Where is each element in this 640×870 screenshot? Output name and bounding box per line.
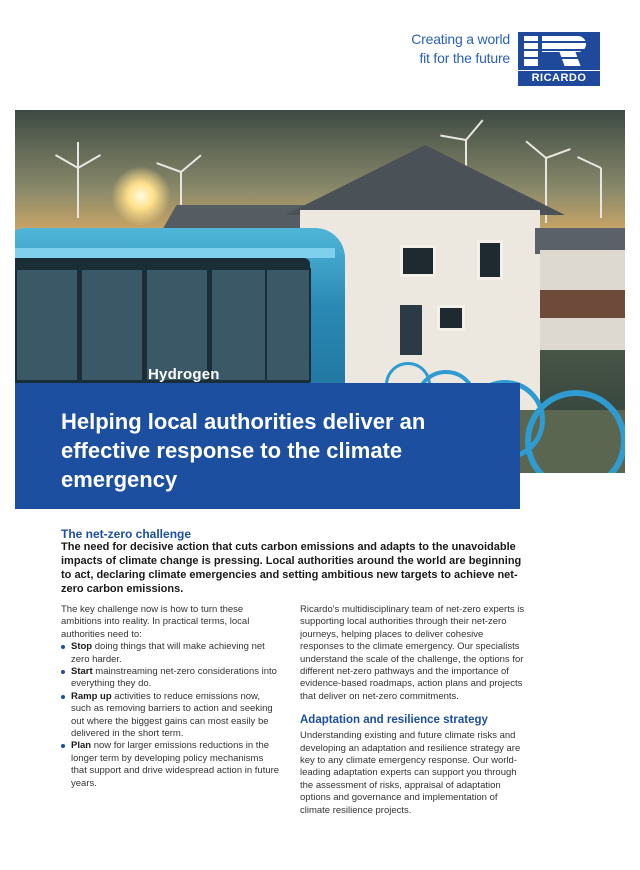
left-intro-paragraph: The key challenge now is how to turn these ambitions into reality. In practical terms, local authorities need to: (61, 604, 250, 640)
house-window (477, 240, 503, 280)
tagline (392, 30, 510, 68)
bullet-icon (61, 744, 65, 748)
bus-hydrogen-label: Hydrogen (148, 366, 220, 383)
list-item: Start mainstreaming net-zero considerations into everything they do. (61, 666, 281, 691)
list-item: Plan now for larger emissions reductions in the longer term by developing policy mechanisms that support and drive widespread action in future years. (61, 740, 281, 790)
action-list (61, 641, 281, 790)
sun-graphic (111, 166, 171, 226)
bullet-icon (61, 695, 65, 699)
ricardo-r-icon (518, 32, 600, 70)
list-item: Stop doing things that will make achieving net zero harder. (61, 641, 281, 666)
ricardo-logo (518, 32, 600, 86)
wind-turbine-icon (77, 168, 79, 218)
right-column (300, 604, 526, 817)
page-title: Helping local authorities deliver an effective response to the climate emergency (61, 409, 426, 492)
bullet-icon (61, 670, 65, 674)
title-banner (15, 383, 520, 509)
adaptation-paragraph: Understanding existing and future climate risks and developing an adaptation and resilience strategy are key to any climate emergency response. Our world-leading adaptation experts can support you through the assessment of risks, appraisal of adaptation options and governance and implementation of climate resilience projects. (300, 730, 521, 816)
tagline-line-2: fit for the future (419, 50, 510, 66)
list-item: Ramp up activities to reduce emissions now, such as removing barriers to action and seeking out where the biggest gains can most easily be delivered in the short term. (61, 691, 281, 741)
house-window (400, 245, 436, 277)
logo-wordmark: RICARDO (518, 71, 600, 86)
intro-lead-paragraph: The need for decisive action that cuts carbon emissions and adapts to the unavoidable impacts of climate change is pressing. Local authorities around the world are beginning to act, declaring climate emergencies and setting ambitious new targets to achieve net-zero carbon emissions. (61, 541, 522, 595)
left-column (61, 604, 281, 790)
right-intro-paragraph: Ricardo's multidisciplinary team of net-zero experts is supporting local authorities through their net-zero journeys, helping places to deliver cohesive responses to the climate emergency. Our specialists understand the scale of the challenge, the options for different net-zero pathways and the importance of evidence-based roadmaps, action plans and projects that deliver on net-zero commitments. (300, 604, 525, 702)
tagline-line-1: Creating a world (411, 31, 510, 47)
house-roof (285, 145, 565, 215)
wind-turbine-icon (600, 168, 602, 218)
section-heading-adaptation: Adaptation and resilience strategy (300, 714, 488, 727)
bullet-icon (61, 645, 65, 649)
section-heading-net-zero: The net-zero challenge (61, 527, 192, 541)
